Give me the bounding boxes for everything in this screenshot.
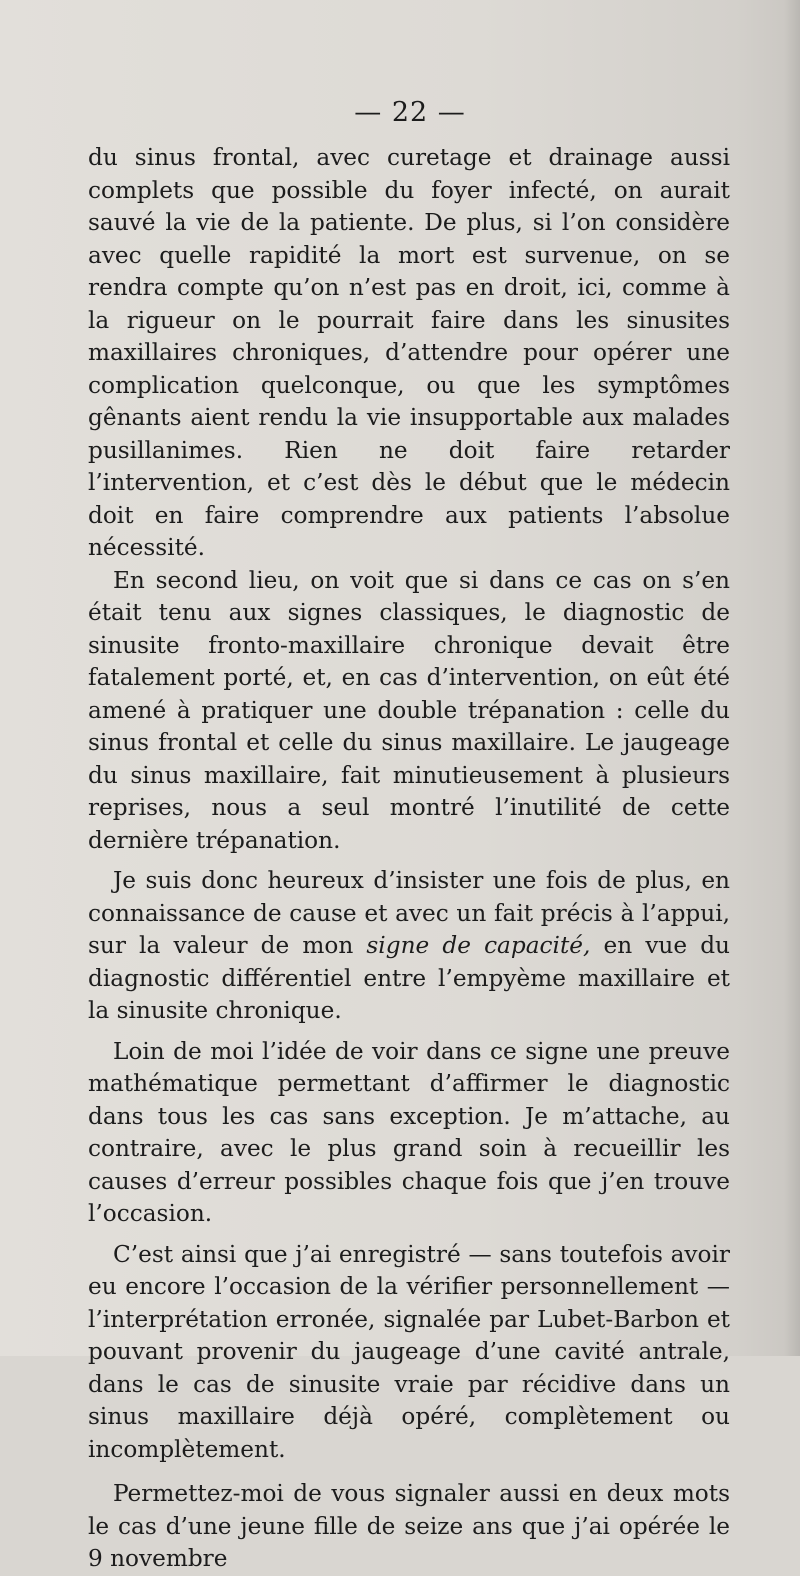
paragraph-4: Loin de moi l’idée de voir dans ce signe une preuve mathématique permettant d’affirmer le diagnostic dans tous les cas sans exception. Je m’attache, au contraire, avec le plus grand soin à recueillir les causes d’erreur possibles chaque fois que j’en trouve l’occasion. — [88, 1037, 730, 1227]
paragraph-3-end: en vue du diagnostic différentiel entre l’empyème maxillaire et la sinusite chronique. — [88, 932, 730, 1024]
paragraph-6: Permettez-moi de vous signaler aussi en deux mots le cas d’une jeune fille de seize ans que j’ai opérée le 9 novembre — [88, 1480, 730, 1572]
paragraph-2: En second lieu, on voit que si dans ce cas on s’en était tenu aux signes classiques, le diagnostic de sinusite fronto-maxillaire chronique devait être fatalement porté, et, en cas d’intervention, on eût été amené à pratiquer une double trépanation : celle du sinus frontal et celle du sinus maxillaire. Le jaugeage du sinus maxillaire, fait minutieusement à plusieurs reprises, nous a seul montré l’inutilité de cette dernière trépanation. — [88, 566, 730, 854]
page-number: — 22 — — [354, 97, 466, 128]
paragraph-5: C’est ainsi que j’ai enregistré — sans toutefois avoir eu encore l’occasion de la vérifier personnellement — l’interprétation erronée, signalée par Lubet-Barbon et pouvant provenir du jaugeage d’une cavité antrale, dans le cas de sinusite vraie par récidive dans un sinus maxillaire déjà opéré, complètement ou incomplètement. — [88, 1240, 730, 1463]
paragraph-3-start: Je suis donc heureux d’insister une fois de plus, en connaissance de cause et avec un fait précis à l’appui, sur la valeur de mon — [88, 867, 730, 959]
paragraph-3 — [88, 865, 730, 1028]
page-edge-shadow — [784, 0, 800, 1356]
body-text — [88, 142, 730, 1576]
paragraph-1: du sinus frontal, avec curetage et drainage aussi complets que possible du foyer infecté, on aurait sauvé la vie de la patiente. De plus, si l’on considère avec quelle rapidité la mort est survenue, on se rendra compte qu’on n’est pas en droit, ici, comme à la rigueur on le pourrait faire dans les sinusites maxillaires chroniques, d’attendre pour opérer une complication quelconque, ou que les symptômes gênants aient rendu la vie insupportable aux malades pusillanimes. Rien ne doit faire retarder l’intervention, et c’est dès le début que le médecin doit en faire comprendre aux patients l’absolue nécessité. — [88, 144, 730, 561]
paragraph-3-emphasis: signe de capacité, — [366, 932, 591, 959]
